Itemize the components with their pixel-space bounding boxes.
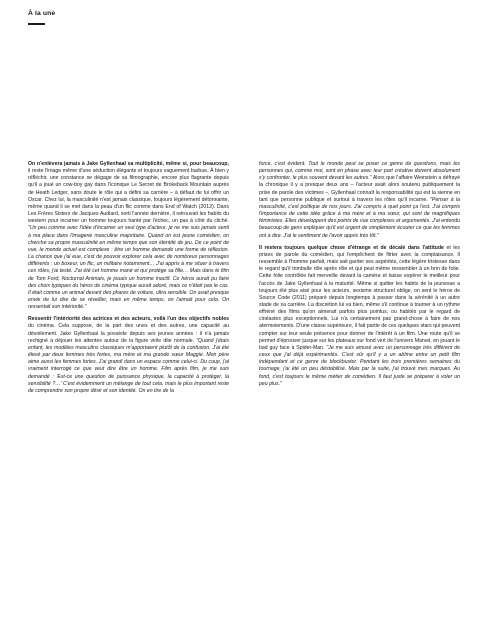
paragraph-1: [28, 161, 229, 311]
paragraph-4: [259, 245, 460, 388]
paragraph-2-quote: "Quand j'étais enfant, les modèles masculins classiques m'apportaient plutôt de la confusion. J'ai été élevé par deux femmes très fortes, ma mère et ma grande sœur Maggie. Mon père aime aussi les femmes fortes. J'ai grandi dans un espace comme celui-ci. Du coup, j'ai vraiment interrogé ce que veut dire être un homme. Film après film, je me suis demandé : 'Est-ce une question de puissance physique, la capacité à protéger, la sensibilité ?…' C'est évidemment un mélange de tout cela, mais le plus important reste de comprendre son propre désir et son identité. On en tire de la: [28, 337, 229, 394]
paragraph-2-text: du cinéma. Cela suppose, de la part des unes et des autres, une capacité au dévoilement. Jake Gyllenhaal la possède depuis ses jeunes années : il n'a jamais rechigné à déjouer les attentes autour de la figure virile dite normale.: [28, 323, 229, 344]
paragraph-2-lead: Ressentir l'intériorité des actrices et des acteurs, voilà l'un des objectifs nobles: [28, 316, 229, 323]
left-column: [28, 161, 229, 400]
section-label: À la une: [28, 10, 56, 17]
right-column: [259, 161, 460, 393]
paragraph-1-lead: On n'enlèvera jamais à Jake Gyllenhaal sa multiplicité, même si, pour beaucoup,: [28, 161, 229, 167]
paragraph-4-lead: Il restera toujours quelque chose d'étrange et de décalé dans l'attitude: [259, 244, 444, 251]
paragraph-4-text: et les prises de parole du comédien, qui l'empêchent de flirter avec la complaisance. Il ressemble à l'homme parfait, mais sait garder ses aspérités, cette légère tristesse dans le regard qu'il trimballe rôle après rôle et qui peut même ressembler à un brin de folie. Cette folie contrôlée fait merveille devant la caméra et laisse espérer le meilleur pour l'accès de Jake Gyllenhaal à la maturité. Même si quitter les habits de la jeunesse a toujours été plus aisé pour les acteurs, sexisme structurel oblige, on sent le héros de Source Code (2011) préparé depuis longtemps à passer dans la sérénité à un autre stade de sa carrière. La discrétion lui va bien, même s'il continue à tourner à un rythme effréné des films qu'on aimerait parfois plus pointus, ou habités par le regard de cinéastes plus exceptionnels. Lui n'a certainement pas grand-chose à faire de nos atermoiements. D'une classe supérieure, il fait partie de ces quelques stars qui peuvent compter sur leur seule présence pour donner de l'intérêt à un film. Une route qu'il se permet d'éprouver jusque sur les plateaux sur fond vert de l'univers Marvel, en jouant le bad guy face à Spider-Man.: [259, 244, 461, 351]
paragraph-3-quote-2: "Penser à la masculinité, c'est politique de nos jours. J'ai compris à quel point ça l'est. J'ai compris l'importance de cette idée grâce à ma mère et à ma sœur, qui sont de magnifiques féministes. Elles développent des points de vue complexes et argumentés. J'ai entendu beaucoup de gens expliquer qu'il est urgent de simplement écouter ce que les femmes ont à dire. J'ai le sentiment de l'avoir appris très tôt.": [259, 196, 460, 239]
paragraph-2: [28, 316, 229, 395]
section-rule: [28, 23, 45, 25]
paragraph-3: [259, 161, 460, 240]
paragraph-1-quote: "Un peu comme avec l'idée d'incarner un seul type d'acteur, je ne me suis jamais senti à ma place dans l'imagerie masculine majoritaire. Quand on est jeune comédien, on cherche sa propre masculinité en même temps que son identité de jeu. De ce point de vue, le monde actuel est complexe : être un homme demande une forme de réflexion. La chance que j'ai eue, c'est de pouvoir explorer cela avec de nombreux personnages différents : un boxeur, un flic, un militaire notamment… J'ai appris à me situer à travers ces rôles, j'ai testé. J'ai été cet homme mané et qui protège sa fille… Mais dans le film de Tom Ford, Nocturnal Animals, je jouais un homme inactif. Ce héros aurait pu faire des choix typiques du héros de cinéma typique aurait adoré, mais ce n'était pas le cas. Il était comme un animal devant des phares de voiture, ultra sensible. On avait presque envie de lui dire de se réveiller, mais en même temps, on l'aimait pour cela. On ressentait son intériorité.": [28, 225, 229, 311]
paragraph-3-text: Alors que l'affaire Weinstein a défrayé la chronique il y a presque deux ans – l'acteur avait alors soutenu publiquement la prise de parole des victimes –, Gyllenhaal connaît la responsabilité qui est la sienne en tant que personne publique et surtout à travers les rôles qu'il incarne.: [259, 175, 460, 203]
paragraph-4-quote: "Je me suis amusé avec un personnage très différent de ceux que j'ai déjà expérimentés. C'est sûr qu'il y a un abîme entre un petit film indépendant et ce genre de blockbuster. Pendant les trois premières semaines du tournage, j'ai été un peu déstabilisé. Mais par la suite, j'ai trouvé mes marques. Au fond, c'est toujours le même métier de comédien. Il faut juste se préparer à voler un peu plus.": [259, 344, 460, 387]
paragraph-1-text: il reste l'image même d'une séduction élégante et toujours vaguement barbue. À bien y réfléchir, une constance se dégage de sa filmographie, encore plus flagrante depuis qu'il a joué un cow-boy gay dans l'iconique Le Secret de Brokeback Mountain auprès de Heath Ledger, sans doute le rôle qui a défini sa carrière – à défaut de lui offrir un Oscar. Chez lui, la masculinité n'est jamais classique, toujours légèrement détonnante, même quand il se met dans la peau d'un flic comme dans End of Watch (2012). Dans Les Frères Sisters de Jacques Audiard, sorti l'année dernière, il retrouvait les habits du western pour incarner un homme toujours hanté par l'échec, un pas à côté du cliché.: [28, 168, 229, 225]
paragraph-3-quote: force, c'est évident. Tout le monde peut se poser ce genre de questions, mais les personnes qui, comme moi, sont en phase avec leur part créative doivent absolument s'y confronter, le plus souvent devant les autres.": [259, 161, 460, 182]
